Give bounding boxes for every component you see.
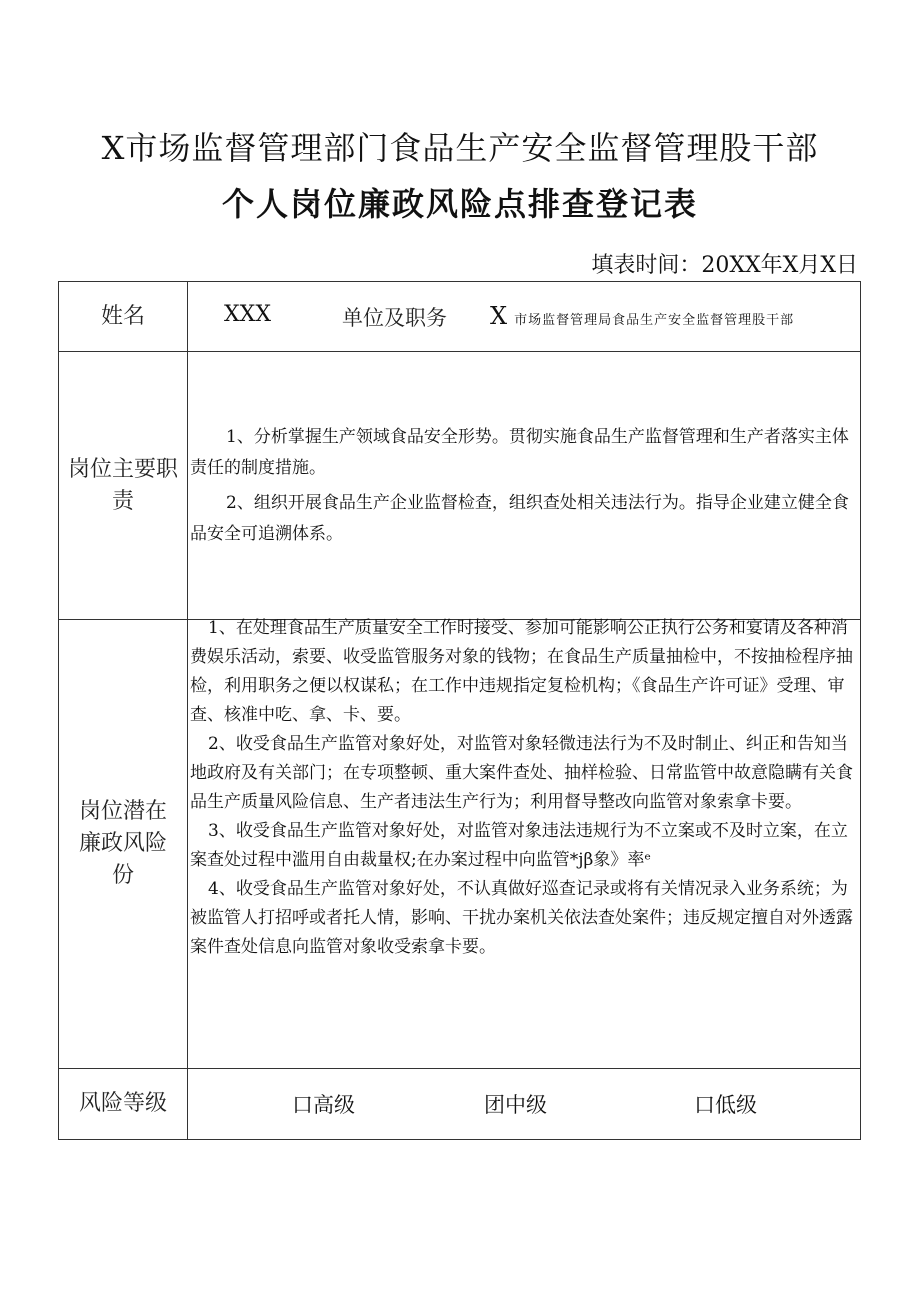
duties-label: 岗位主要职责 <box>59 352 188 620</box>
risks-row <box>59 620 861 1069</box>
fill-date: 填表时间：20XX年X月X日 <box>591 253 858 278</box>
duty-item: 2、组织开展食品生产企业监督检查，组织查处相关违法行为。指导企业建立健全食品安全可追溯体系。 <box>190 492 849 544</box>
risk-level-label: 风险等级 <box>59 1069 188 1140</box>
risk-item: 3、收受食品生产监管对象好处，对监管对象违法违规行为不立案或不及时立案，在立案查处过程中滥用自由裁量权;在办案过程中向监管*jβ象》率ᵉ <box>190 821 848 870</box>
position-value-rest: 市场监督管理局食品生产安全监督管理股干部 <box>514 313 795 328</box>
duties-row <box>59 352 861 620</box>
position-label: 单位及职务 <box>342 306 447 330</box>
name-label: 姓名 <box>59 282 188 352</box>
position-value-prefix: X <box>490 302 508 330</box>
duties-cell <box>188 352 861 620</box>
name-row <box>59 282 861 352</box>
level-high-option[interactable]: 口高级 <box>292 1093 355 1117</box>
risk-level-row <box>59 1069 861 1140</box>
risk-level-cell <box>188 1069 861 1140</box>
level-low-option[interactable]: 口低级 <box>694 1093 757 1117</box>
risks-cell <box>188 620 861 1069</box>
risks-label: 岗位潜在廉政风险份 <box>59 620 188 1069</box>
name-position-cell <box>188 282 861 352</box>
level-medium-option[interactable]: 团中级 <box>484 1093 547 1117</box>
risk-item: 4、收受食品生产监管对象好处，不认真做好巡查记录或将有关情况录入业务系统；为被监管人打招呼或者托人情，影响、干扰办案机关依法查处案件；违反规定擅自对外透露案件查处信息向监管对象收受索拿卡要。 <box>190 879 853 957</box>
title-line-2: 个人岗位廉政风险点排查登记表 <box>221 185 698 223</box>
risk-registration-table <box>58 281 861 1140</box>
name-value: XXX <box>224 302 271 327</box>
risk-item: 1、在处理食品生产质量安全工作时接受、参加可能影响公正执行公务和宴请及各种消费娱乐活动，索要、收受监管服务对象的钱物；在食品生产质量抽检中，不按抽检程序抽检，利用职务之便以权谋私；在工作中违规指定复检机构；《食品生产许可证》受理、审查、核准中吃、拿、卡、要。 <box>190 618 853 725</box>
duty-item: 1、分析掌握生产领域食品安全形势。贯彻实施食品生产监督管理和生产者落实主体责任的制度措施。 <box>190 426 849 478</box>
title-line-1: X市场监督管理部门食品生产安全监督管理股干部 <box>101 129 819 167</box>
risk-item: 2、收受食品生产监管对象好处，对监管对象轻微违法行为不及时制止、纠正和告知当地政府及有关部门；在专项整顿、重大案件查处、抽样检验、日常监管中故意隐瞒有关食品生产质量风险信息、生产者违法生产行为；利用督导整改向监管对象索拿卡要。 <box>190 734 853 812</box>
position-value <box>490 302 794 330</box>
